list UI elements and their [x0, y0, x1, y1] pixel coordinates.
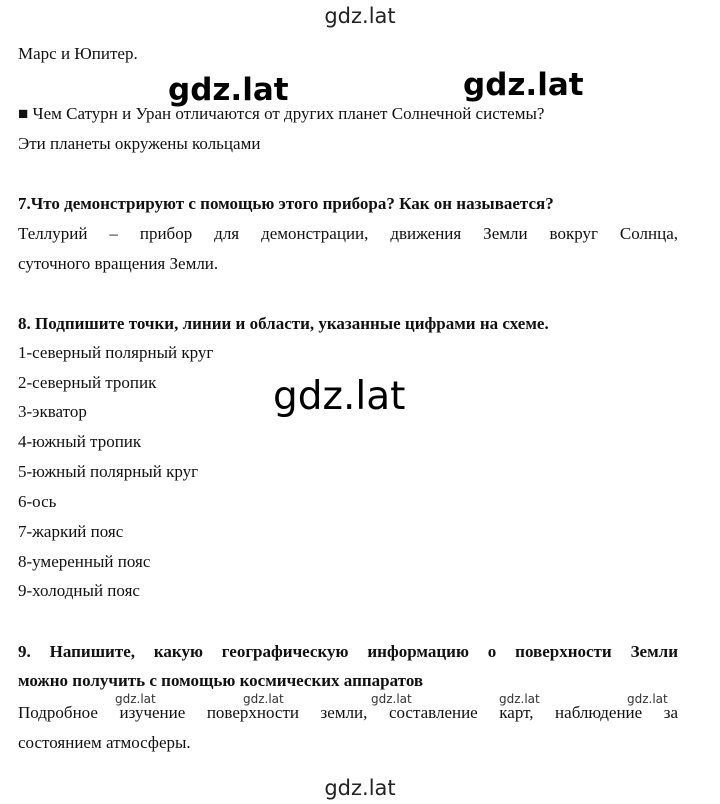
question-saturn-uranus: ■ Чем Сатурн и Уран отличаются от других планет Солнечной системы?	[18, 104, 545, 123]
watermark-small-3: gdz.lat	[371, 692, 412, 706]
answer-9-line-2: состоянием атмосферы.	[18, 733, 191, 752]
answer-7-line-2: суточного вращения Земли.	[18, 254, 219, 273]
list-item: 4-южный тропик	[18, 432, 142, 451]
list-item: 8-умеренный пояс	[18, 552, 151, 571]
watermark-large-left: gdz.lat	[168, 72, 289, 108]
watermark-top: gdz.lat	[324, 4, 396, 28]
list-item: 9-холодный пояс	[18, 581, 140, 600]
question-9-line-2: можно получить с помощью космических аппаратов	[18, 671, 424, 690]
answer-9-line-1: Подробное изучение поверхности земли, составление карт, наблюдение за	[18, 703, 678, 722]
watermark-bottom: gdz.lat	[324, 776, 396, 800]
watermark-center: gdz.lat	[273, 374, 406, 419]
watermark-small-1: gdz.lat	[115, 692, 156, 706]
list-item: 6-ось	[18, 492, 57, 511]
list-item: 7-жаркий пояс	[18, 522, 124, 541]
list-item: 5-южный полярный круг	[18, 462, 199, 481]
prev-answer-text: Марс и Юпитер.	[18, 44, 138, 63]
watermark-large-right: gdz.lat	[463, 67, 584, 103]
question-9-line-1: 9. Напишите, какую географическую информацию о поверхности Земли	[18, 642, 678, 661]
watermark-small-5: gdz.lat	[627, 692, 668, 706]
answer-saturn-uranus: Эти планеты окружены кольцами	[18, 134, 261, 153]
list-item: 2-северный тропик	[18, 373, 157, 392]
question-8: 8. Подпишите точки, линии и области, указанные цифрами на схеме.	[18, 314, 549, 333]
watermark-small-4: gdz.lat	[499, 692, 540, 706]
question-7: 7.Что демонстрируют с помощью этого прибора? Как он называется?	[18, 194, 554, 213]
list-item: 3-экватор	[18, 402, 87, 421]
answer-7-line-1: Теллурий – прибор для демонстрации, движения Земли вокруг Солнца,	[18, 224, 678, 243]
watermark-small-2: gdz.lat	[243, 692, 284, 706]
list-item: 1-северный полярный круг	[18, 343, 214, 362]
